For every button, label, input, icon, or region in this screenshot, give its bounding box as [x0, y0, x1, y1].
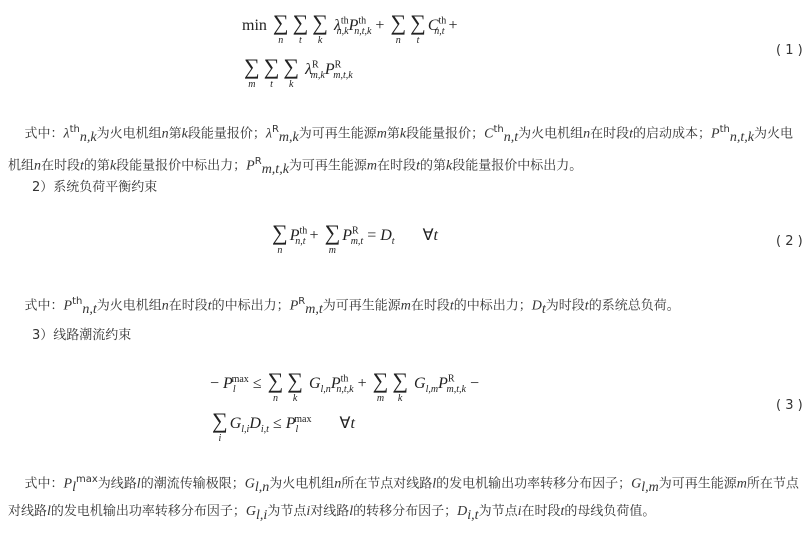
- equation-3-line-1: − $P_l^{max}$ ≤ ∑ n ∑ k $G_{l,n}P^{th}_{n,t,k}$ + ∑ m ∑ k $G_{l,m}P^R_{m,t,k}$ −: [210, 368, 479, 404]
- equation-3-line-2: ∑ i $G_{l,i}D_{i,t} \le P_l^{max}$ ∀t: [212, 408, 355, 444]
- equation-2-description: 式中：$P^{th}_{n,t}$为火电机组n在时段t的中标出力；$P^R_{m,t}$为可再生能源m在时段t的中标出力；$D_t$为时段t的系统总负荷。: [8, 296, 680, 317]
- equation-3-number: ( 3 ): [776, 398, 803, 413]
- equation-3-description: 式中：$P_l^{max}$为线路l的潮流传输极限；$G_{l,n}$为火电机组n所在节点对线路l的发电机输出功率转移分布因子；$G_{l,m}$为可再生能源m所在节点对线路l的发电机输出功率转移分布因子；$G_{l,i}$为节点i对线路l的转移分布因子；$D_{i,t}$为节点i在时段t的母线负荷值。: [8, 474, 799, 523]
- equation-1-line-2: ∑ m ∑ t ∑ k $\lambda^R_{m,k}P^R_{m,t,k}$: [244, 54, 353, 90]
- equation-1-line-1: min ∑ n ∑ t ∑ k $\lambda^{th}_{n,k}P^{th}_{n,t,k}$ + ∑ n ∑ t $Cth_{n,t}$ +: [242, 10, 458, 46]
- section-heading-3: 3）线路潮流约束: [32, 328, 132, 343]
- equation-2-number: ( 2 ): [776, 234, 803, 249]
- equation-1-description: 式中：$\lambda^{th}_{n,k}$为火电机组n第k段能量报价；$\lambda^R_{m,k}$为可再生能源m第k段能量报价；$Cth_{n,t}$为火电机组n在时段t的启动成本；$P^{th}_{n,t,k}$为火电机组n在时段t的第k段能量报价中标出力；$P^R_{m,t,k}$为可再生能源m在时段t的第k段能量报价中标出力。: [8, 124, 793, 177]
- section-heading-2: 2）系统负荷平衡约束: [32, 180, 158, 195]
- equation-2: ∑ n $P^{th}_{n,t}$ + ∑ m $P^R_{m,t} = D_t$ ∀t: [272, 220, 438, 256]
- equation-1-number: ( 1 ): [776, 43, 803, 58]
